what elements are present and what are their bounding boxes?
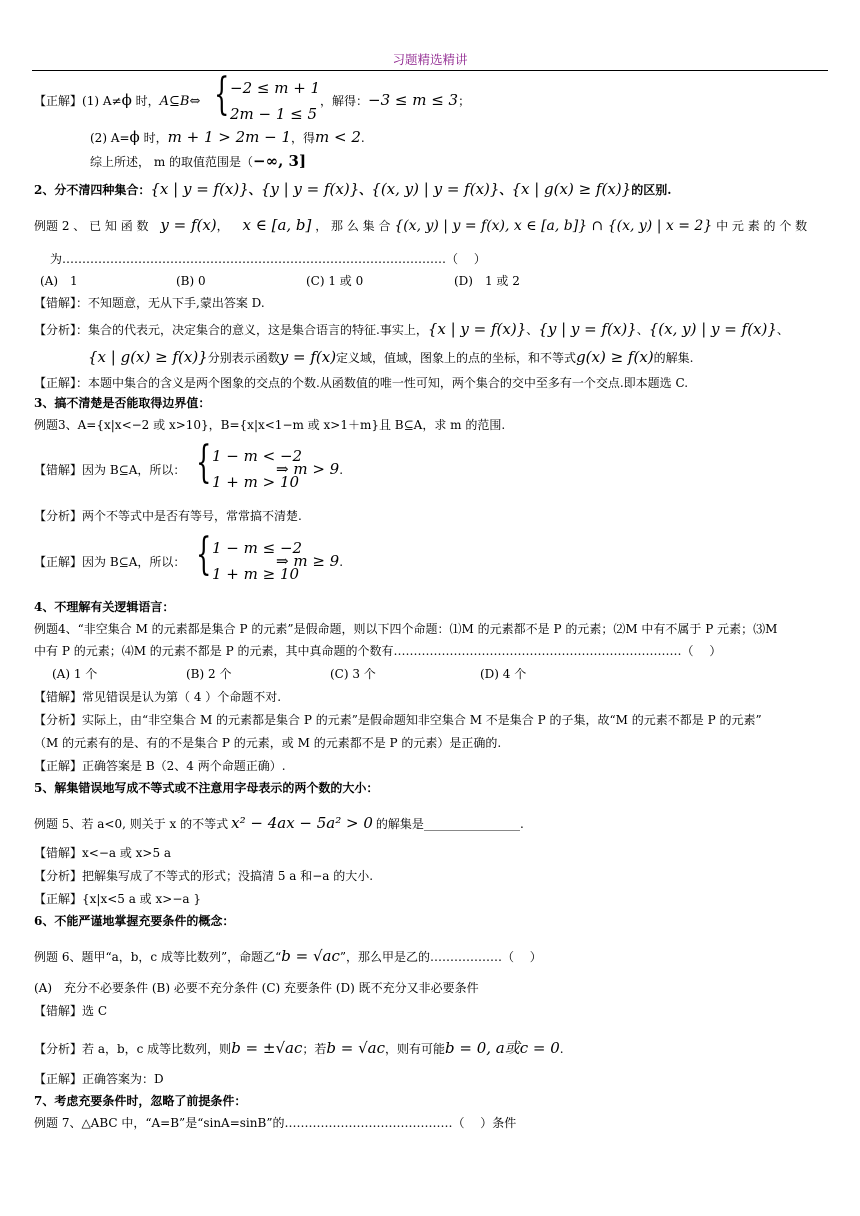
s3-correct-res: ⇒ m ≥ 9 xyxy=(276,552,340,570)
s2-option-a: (A) 1 xyxy=(40,274,78,288)
s2-then-set: ， 那 么 集 合 xyxy=(315,219,391,233)
s5-inequality: x² − 4ax − 5a² > 0 xyxy=(231,814,373,832)
set-xy: {(x, y) | y = f(x)} xyxy=(371,180,500,198)
ana-end: 的解集. xyxy=(653,351,694,365)
s1-when: 时， xyxy=(131,94,160,108)
s1-line2 xyxy=(90,128,365,146)
s1-subset: A⊆B⇔ xyxy=(159,94,201,109)
s1-solve-label: ，解得： xyxy=(320,94,369,108)
s6-analysis xyxy=(34,1039,564,1057)
s6-example-text: 例题 6、题甲“a，b，c 成等比数列”，命题乙“ xyxy=(34,950,282,964)
s6-example-end: ”，那么甲是乙的………………（ ） xyxy=(339,950,542,964)
header-rule xyxy=(32,70,828,71)
s4-option-d: (D) 4 个 xyxy=(480,667,527,681)
s5-wrong: 【错解】x<−a 或 x>5 a xyxy=(34,846,172,860)
s3-wrong-result xyxy=(276,460,343,478)
ana-set-y: {y | y = f(x)} xyxy=(538,320,637,338)
s3-wrong-end: . xyxy=(339,463,344,477)
s2-comma: ， xyxy=(216,219,229,233)
s2-correct: 【正解】：本题中集合的含义是两个图象的交点的个数.从函数值的唯一性可知，两个集合的交中至多有一个交点.即本题选 C. xyxy=(34,376,689,390)
s6-options: (A) 充分不必要条件 (B) 必要不充分条件 (C) 充要条件 (D) 既不充分又非必要条件 xyxy=(34,981,479,995)
ana-set-g: {x | g(x) ≥ f(x)} xyxy=(88,348,208,366)
s3-wrong-res: ⇒ m > 9 xyxy=(276,460,340,478)
s6-heading: 6、不能严谨地掌握充要条件的概念： xyxy=(34,914,235,928)
page-header: 习题精选精讲 xyxy=(392,52,468,67)
set-g: {x | g(x) ≥ f(x)} xyxy=(511,180,632,198)
s3-wrong-row1: 1 − m < −2 xyxy=(212,447,303,465)
s5-analysis: 【分析】把解集写成了不等式的形式；没搞清 5 a 和−a 的大小. xyxy=(34,869,374,883)
s5-example xyxy=(34,814,524,832)
ana-ineq: g(x) ≥ f(x) xyxy=(576,348,654,366)
s1-system-row2: 2m − 1 ≤ 5 xyxy=(230,105,318,123)
s3-correct-end: . xyxy=(339,555,344,569)
s4-option-a: (A) 1 个 xyxy=(52,667,98,681)
s6-eq2: b = √ac xyxy=(326,1039,385,1057)
s5-heading: 5、解集错误地写成不等式或不注意用字母表示的两个数的大小： xyxy=(34,781,379,795)
s4-heading: 4、不理解有关逻辑语言： xyxy=(34,600,175,614)
s1-line1 xyxy=(34,91,200,110)
s2-fn: y = f(x) xyxy=(160,216,217,234)
s1-case1: (1) A≠ xyxy=(82,94,122,108)
s7-example: 例题 7、△ABC 中，“A=B”是“sinA=sinB”的……………………………………（ ）条件 xyxy=(34,1116,517,1130)
set-x: {x | y = f(x)} xyxy=(150,180,249,198)
s4-wrong: 【错解】常见错误是认为第（ 4 ）个命题不对. xyxy=(34,690,282,704)
s5-correct: 【正解】{x|x<5 a 或 x>−a } xyxy=(34,892,201,906)
s1-result1: −3 ≤ m ≤ 3 xyxy=(368,91,459,109)
s4-correct: 【正解】正确答案是 B（2、4 两个命题正确）. xyxy=(34,759,286,773)
s5-example-text: 例题 5、若 a<0, 则关于 x 的不等式 xyxy=(34,817,229,831)
s2-analysis-text: 【分析】：集合的代表元，决定集合的意义，这是集合语言的特征.事实上， xyxy=(34,323,428,337)
brace-icon: { xyxy=(196,529,212,580)
s5-answer-blank: ________________ xyxy=(423,817,520,831)
ana-fn: y = f(x) xyxy=(279,348,337,366)
s1-when2: 时， xyxy=(139,131,168,145)
s2-example-line2: 为……………………………………………………………………………………（ ） xyxy=(50,252,486,266)
s6-maybe: ，则有可能 xyxy=(385,1042,446,1056)
s1-get: ，得 xyxy=(291,131,316,145)
s2-heading-text: 2、分不清四种集合： xyxy=(34,183,151,197)
s2-example-label: 例题 2 、 已 知 函 数 xyxy=(34,219,149,233)
s4-example-line1: 例题4、“非空集合 M 的元素都是集合 P 的元素”是假命题，则以下四个命题：⑴M 的元素都不是 P 的元素；⑵M 中有不属于 P 元素；⑶M xyxy=(34,622,778,636)
s2-heading: 2、分不清四种集合：{x | y = f(x)}、{y | y = f(x)}、{(x, y) | y = f(x)}、{x | g(x) ≥ f(x)}的区别. xyxy=(34,180,672,198)
s6-correct: 【正解】正确答案为：D xyxy=(34,1072,164,1086)
s1-case2: (2) A= xyxy=(90,131,130,145)
s6-eq: b = √ac xyxy=(281,947,340,965)
s6-period: . xyxy=(559,1042,564,1056)
s2-analysis-line1: 【分析】：集合的代表元，决定集合的意义，这是集合语言的特征.事实上，{x | y = f(x)}、{y | y = f(x)}、{(x, y) | y = f(x)}、 xyxy=(34,320,789,338)
s7-heading: 7、考虑充要条件时，忽略了前提条件： xyxy=(34,1094,247,1108)
s2-analysis-line2 xyxy=(88,348,693,366)
s2-wrong: 【错解】：不知题意，无从下手,蒙出答案 D. xyxy=(34,296,265,310)
s2-set-expr: {(x, y) | y = f(x), x ∈ [a, b]} ∩ {(x, y) | x = 2} xyxy=(394,218,713,234)
ana-domain-text: 定义域，值域，图象上的点的坐标，和不等式 xyxy=(336,351,577,365)
s2-count: 中 元 素 的 个 数 xyxy=(716,219,808,233)
s6-wrong: 【错解】选 C xyxy=(34,1004,107,1018)
empty-set-symbol-2: ϕ xyxy=(129,128,140,146)
s6-analysis-text: 【分析】若 a，b，c 成等比数列，则 xyxy=(34,1042,232,1056)
s6-if: ；若 xyxy=(302,1042,327,1056)
s6-example xyxy=(34,947,542,965)
s4-example-line2: 中有 P 的元素；⑷M 的元素不都是 P 的元素，其中真命题的个数有………………………………………………………………（ ） xyxy=(34,644,722,658)
s3-analysis: 【分析】两个不等式中是否有等号，常常搞不清楚. xyxy=(34,509,302,523)
s2-option-d: (D) 1 或 2 xyxy=(454,274,520,288)
s4-analysis-line1: 【分析】实际上，由“非空集合 M 的元素都是集合 P 的元素”是假命题知非空集合 M 不是集合 P 的子集，故“M 的元素不都是 P 的元素” xyxy=(34,713,762,727)
s3-correct-label: 【正解】因为 B⊆A，所以： xyxy=(34,555,186,569)
s1-range: −∞, 3] xyxy=(253,152,307,170)
s5-period: . xyxy=(519,817,524,831)
s3-correct-result xyxy=(276,552,343,570)
ana-fn-label: 分别表示函数 xyxy=(207,351,280,365)
s1-result2: m < 2 xyxy=(315,128,361,146)
s2-option-b: (B) 0 xyxy=(176,274,206,288)
ana-set-x: {x | y = f(x)} xyxy=(427,320,527,338)
s3-heading: 3、搞不清楚是否能取得边界值： xyxy=(34,396,211,410)
s4-option-c: (C) 3 个 xyxy=(330,667,376,681)
empty-set-symbol: ϕ xyxy=(121,91,132,109)
s4-option-b: (B) 2 个 xyxy=(186,667,232,681)
s2-domain: x ∈ [a, b] xyxy=(242,216,312,234)
s3-correct-row2: 1 + m ≥ 10 xyxy=(212,565,300,583)
s1-system-row1: −2 ≤ m + 1 xyxy=(230,79,321,97)
correct-tag: 【正解】 xyxy=(34,94,83,108)
set-y: {y | y = f(x)} xyxy=(260,180,360,198)
s6-eq3: b = 0, a或c = 0 xyxy=(445,1039,560,1057)
s5-solution-label: 的解集是 xyxy=(375,817,424,831)
brace-icon: { xyxy=(196,437,212,488)
s6-eq1: b = ±√ac xyxy=(231,1039,303,1057)
s3-correct-row1: 1 − m ≤ −2 xyxy=(212,539,303,557)
s1-summary: 综上所述， m 的取值范围是（ xyxy=(90,155,254,169)
s1-line3 xyxy=(90,152,306,170)
s4-analysis-line2: （M 的元素有的是、有的不是集合 P 的元素，或 M 的元素都不是 P 的元素）是正确的. xyxy=(34,736,502,750)
s1-ineq2: m + 1 > 2m − 1 xyxy=(167,128,292,146)
s2-option-c: (C) 1 或 0 xyxy=(306,274,364,288)
s1-period: . xyxy=(360,131,365,145)
s1-line1-result xyxy=(320,91,470,109)
s1-semicolon: ； xyxy=(458,94,471,108)
ana-set-xy: {(x, y) | y = f(x)} xyxy=(648,320,777,338)
s3-wrong-label: 【错解】因为 B⊆A，所以： xyxy=(34,463,186,477)
brace-icon: { xyxy=(214,69,230,120)
s2-example-line1 xyxy=(34,216,828,235)
s2-heading-end: 的区别. xyxy=(631,183,672,197)
s3-wrong-row2: 1 + m > 10 xyxy=(212,473,300,491)
s3-example: 例题3、A={x|x<−2 或 x>10}，B={x|x<1−m 或 x>1＋m}且 B⊆A，求 m 的范围. xyxy=(34,418,506,432)
